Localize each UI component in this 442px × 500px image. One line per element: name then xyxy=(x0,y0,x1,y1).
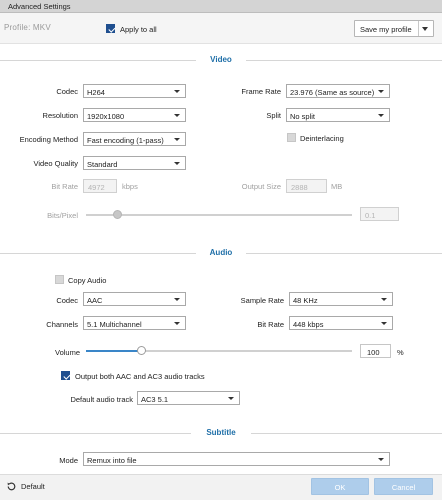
video-section-title: Video xyxy=(196,55,246,64)
caret-down-icon xyxy=(174,162,180,165)
subtitle-mode-value: Remux into file xyxy=(87,455,137,465)
sample-rate-select[interactable] xyxy=(289,292,393,306)
audio-codec-value: AAC xyxy=(87,295,103,305)
channels-label: Channels xyxy=(46,320,78,329)
video-bitrate-input[interactable] xyxy=(83,179,117,193)
resolution-value: 1920x1080 xyxy=(87,111,125,121)
deinterlacing-checkbox[interactable] xyxy=(287,133,296,142)
profile-label: Profile: MKV xyxy=(4,23,51,32)
video-bitrate-value: 4972 xyxy=(88,182,105,192)
caret-down-icon xyxy=(378,90,384,93)
caret-down-icon xyxy=(381,322,387,325)
caret-down-icon xyxy=(174,298,180,301)
default-audio-track-select[interactable] xyxy=(137,391,240,405)
copy-audio-checkbox[interactable] xyxy=(55,275,64,284)
channels-select[interactable] xyxy=(83,316,186,330)
frame-rate-select[interactable] xyxy=(286,84,390,98)
encoding-method-select[interactable] xyxy=(83,132,186,146)
button-divider xyxy=(418,21,419,36)
save-my-profile-button[interactable] xyxy=(354,20,434,37)
subtitle-mode-select[interactable] xyxy=(83,452,390,466)
bits-pixel-input[interactable] xyxy=(360,207,399,221)
channels-value: 5.1 Multichannel xyxy=(87,319,142,329)
video-codec-value: H264 xyxy=(87,87,105,97)
audio-section-title: Audio xyxy=(196,248,246,257)
bits-pixel-slider-track[interactable] xyxy=(86,214,352,216)
audio-bitrate-label: Bit Rate xyxy=(257,320,284,329)
caret-down-icon xyxy=(228,397,234,400)
frame-rate-label: Frame Rate xyxy=(241,87,281,96)
output-size-label: Output Size xyxy=(241,182,281,191)
audio-codec-label: Codec xyxy=(56,296,78,305)
video-quality-value: Standard xyxy=(87,159,118,169)
copy-audio-label[interactable]: Copy Audio xyxy=(68,276,107,285)
output-both-tracks-checkbox[interactable] xyxy=(61,371,70,380)
caret-down-icon xyxy=(381,298,387,301)
default-button[interactable]: Default xyxy=(21,482,45,491)
caret-down-icon xyxy=(378,114,384,117)
volume-input[interactable] xyxy=(360,344,391,358)
encoding-method-label: Encoding Method xyxy=(19,135,78,144)
volume-slider-thumb[interactable] xyxy=(137,346,146,355)
ok-button[interactable] xyxy=(311,478,369,495)
title-bar xyxy=(0,0,442,13)
caret-down-icon xyxy=(174,138,180,141)
volume-slider-fill xyxy=(86,350,142,352)
output-size-unit: MB xyxy=(331,182,343,191)
split-value: No split xyxy=(290,111,316,121)
volume-unit: % xyxy=(397,348,404,357)
output-size-value: 2888 xyxy=(291,182,308,192)
output-both-tracks-label[interactable]: Output both AAC and AC3 audio tracks xyxy=(75,372,205,381)
video-codec-label: Codec xyxy=(56,87,78,96)
caret-down-icon xyxy=(174,90,180,93)
split-select[interactable] xyxy=(286,108,390,122)
sample-rate-label: Sample Rate xyxy=(240,296,284,305)
reset-arrow-icon[interactable] xyxy=(6,481,17,492)
apply-to-all-label[interactable]: Apply to all xyxy=(120,25,157,34)
output-size-input[interactable] xyxy=(286,179,327,193)
cancel-button[interactable] xyxy=(374,478,433,495)
caret-down-icon[interactable] xyxy=(422,27,428,31)
audio-codec-select[interactable] xyxy=(83,292,186,306)
caret-down-icon xyxy=(378,458,384,461)
video-quality-select[interactable] xyxy=(83,156,186,170)
audio-bitrate-value: 448 kbps xyxy=(293,319,324,329)
audio-bitrate-select[interactable] xyxy=(289,316,393,330)
video-bitrate-unit: kbps xyxy=(122,182,138,191)
encoding-method-value: Fast encoding (1-pass) xyxy=(87,135,164,145)
frame-rate-value: 23.976 (Same as source) xyxy=(290,87,375,97)
caret-down-icon xyxy=(174,114,180,117)
volume-label: Volume xyxy=(55,348,81,357)
apply-to-all-checkbox[interactable] xyxy=(106,24,115,33)
deinterlacing-label[interactable]: Deinterlacing xyxy=(300,134,344,143)
save-my-profile-label: Save my profile xyxy=(360,25,412,34)
default-audio-track-value: AC3 5.1 xyxy=(141,394,169,404)
video-quality-label: Video Quality xyxy=(33,159,78,168)
default-audio-track-label: Default audio track xyxy=(70,395,133,404)
video-bitrate-label: Bit Rate xyxy=(51,182,78,191)
subtitle-section-title: Subtitle xyxy=(191,428,251,437)
volume-value: 100 xyxy=(367,347,380,357)
caret-down-icon xyxy=(174,322,180,325)
cancel-label: Cancel xyxy=(391,483,416,492)
ok-label: OK xyxy=(334,483,346,492)
resolution-select[interactable] xyxy=(83,108,186,122)
video-codec-select[interactable] xyxy=(83,84,186,98)
bits-pixel-value: 0.1 xyxy=(365,210,376,220)
split-label: Split xyxy=(266,111,281,120)
resolution-label: Resolution xyxy=(42,111,78,120)
sample-rate-value: 48 KHz xyxy=(293,295,318,305)
window-title: Advanced Settings xyxy=(8,2,71,11)
bits-pixel-slider-thumb[interactable] xyxy=(113,210,122,219)
subtitle-mode-label: Mode xyxy=(59,456,78,465)
bits-pixel-label: Bits/Pixel xyxy=(47,211,78,220)
